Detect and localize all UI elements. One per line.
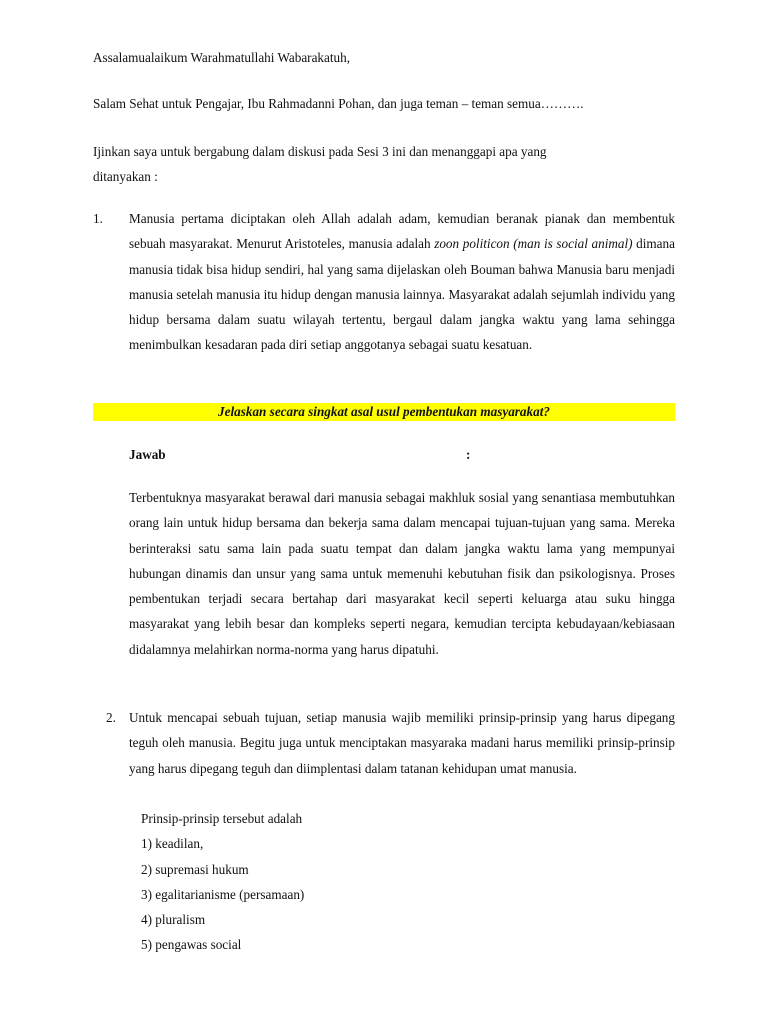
principles-list [141, 806, 304, 958]
jawab-colon: : [466, 447, 471, 462]
item-1-italic-term: zoon politicon (man is social animal) [434, 236, 633, 252]
principle-item: 1) keadilan, [141, 836, 204, 852]
principle-item: 5) pengawas social [141, 937, 242, 953]
principle-item: 4) pluralism [141, 912, 206, 928]
item-1-text-before: Manusia pertama diciptakan oleh Allah adalah adam, kemudian beranak pianak dan membentuk sebuah masyarakat. Menurut Aristoteles, manusia adalah [129, 211, 675, 252]
answer-1: Terbentuknya masyarakat berawal dari manusia sebagai makhluk sosial yang senantiasa membutuhkan orang lain untuk hidup bersama dan bekerja sama dalam mencapai tujuan-tujuan yang sama. Mereka berinteraksi satu sama lain pada suatu tempat dan dalam jangka waktu lama yang mempunyai hubungan dinamis dan unsur yang sama untuk memenuhi kebutuhan fisik dan psikologisnya. Proses pembentukan terjadi secara bertahap dari masyarakat kecil seperti keluarga atau suku hingga masyarakat yang lebih besar dan kompleks seperti negara, kemudian tercipta kebudayaan/kebiasaan didalamnya melahirkan norma-norma yang harus dipatuhi. [129, 490, 675, 657]
greeting: Assalamualaikum Warahmatullahi Wabarakatuh, [93, 50, 351, 65]
jawab-label: Jawab [129, 447, 166, 462]
principle-item: 3) egalitarianisme (persamaan) [141, 886, 305, 902]
intro-line-2: ditanyakan : [93, 169, 158, 184]
item-2-paragraph: Untuk mencapai sebuah tujuan, setiap manusia wajib memiliki prinsip-prinsip yang harus dipegang teguh oleh manusia. Begitu juga untuk menciptakan masyaraka madani harus memiliki prinsip-prinsip yang harus dipegang teguh dan diimplentasi dalam tatanan kehidupan umat manusia. [129, 710, 675, 776]
question-1: Jelaskan secara singkat asal usul pembentukan masyarakat? [218, 404, 550, 419]
principle-item: 2) supremasi hukum [141, 861, 249, 877]
principles-heading: Prinsip-prinsip tersebut adalah [141, 811, 303, 826]
item-1-number: 1. [93, 211, 103, 226]
item-1-text-after: dimana manusia tidak bisa hidup sendiri, hal yang sama dijelaskan oleh Bouman bahwa Manusia baru menjadi manusia setelah manusia itu hidup dengan manusia lainnya. Masyarakat adalah sejumlah individu yang hidup bersama dalam suatu wilayah tertentu, bergaul dalam jangka waktu yang lama sehingga menimbulkan kesadaran pada diri setiap anggotanya sebagai suatu kesatuan. [129, 236, 675, 353]
item-2-number: 2. [106, 710, 116, 725]
intro-line-1: Ijinkan saya untuk bergabung dalam diskusi pada Sesi 3 ini dan menanggapi apa yang [93, 144, 547, 159]
salam-line: Salam Sehat untuk Pengajar, Ibu Rahmadanni Pohan, dan juga teman – teman semua………. [93, 96, 584, 111]
item-1-paragraph [129, 206, 675, 358]
